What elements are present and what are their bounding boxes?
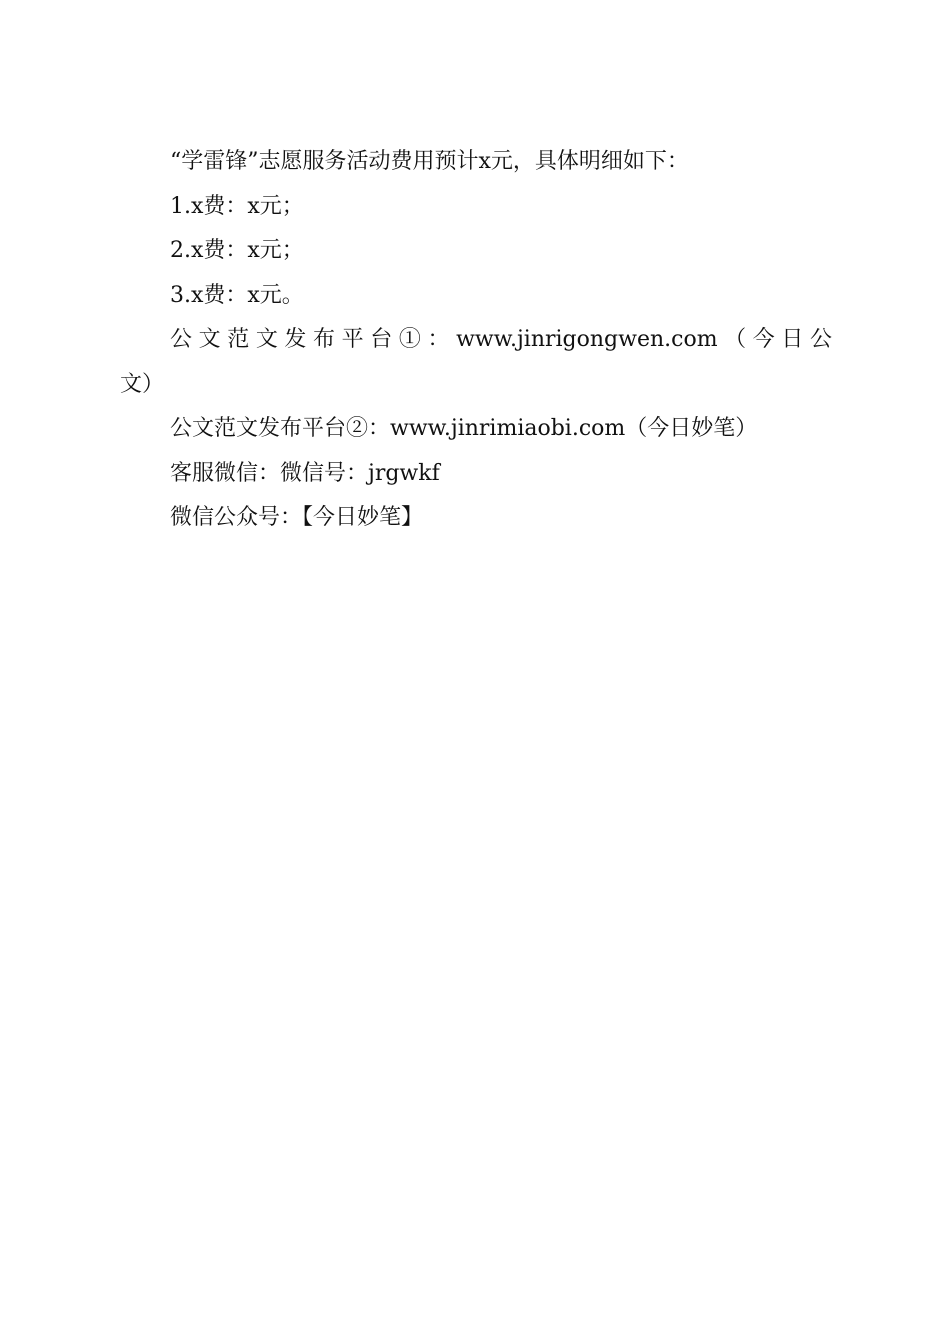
wechat-service-paragraph: 客服微信：微信号：jrgwkf <box>170 460 440 486</box>
budget-item-3: 3.x费：x元。 <box>170 282 304 308</box>
budget-item-1: 1.x费：x元； <box>170 193 304 219</box>
platform-1-paragraph <box>120 318 832 407</box>
budget-intro-paragraph: “学雷锋”志愿服务活动费用预计x元，具体明细如下： <box>170 149 689 174</box>
platform-1-line-1: 公文范文发布平台①：www.jinrigongwen.com（今日公 <box>170 327 832 352</box>
platform-2-paragraph: 公文范文发布平台②：www.jinrimiaobi.com（今日妙笔） <box>170 416 758 441</box>
document-body <box>120 140 832 541</box>
platform-1-line-2: 文） <box>120 371 165 397</box>
wechat-official-paragraph: 微信公众号：【今日妙笔】 <box>170 505 424 530</box>
budget-item-2: 2.x费：x元； <box>170 238 304 263</box>
